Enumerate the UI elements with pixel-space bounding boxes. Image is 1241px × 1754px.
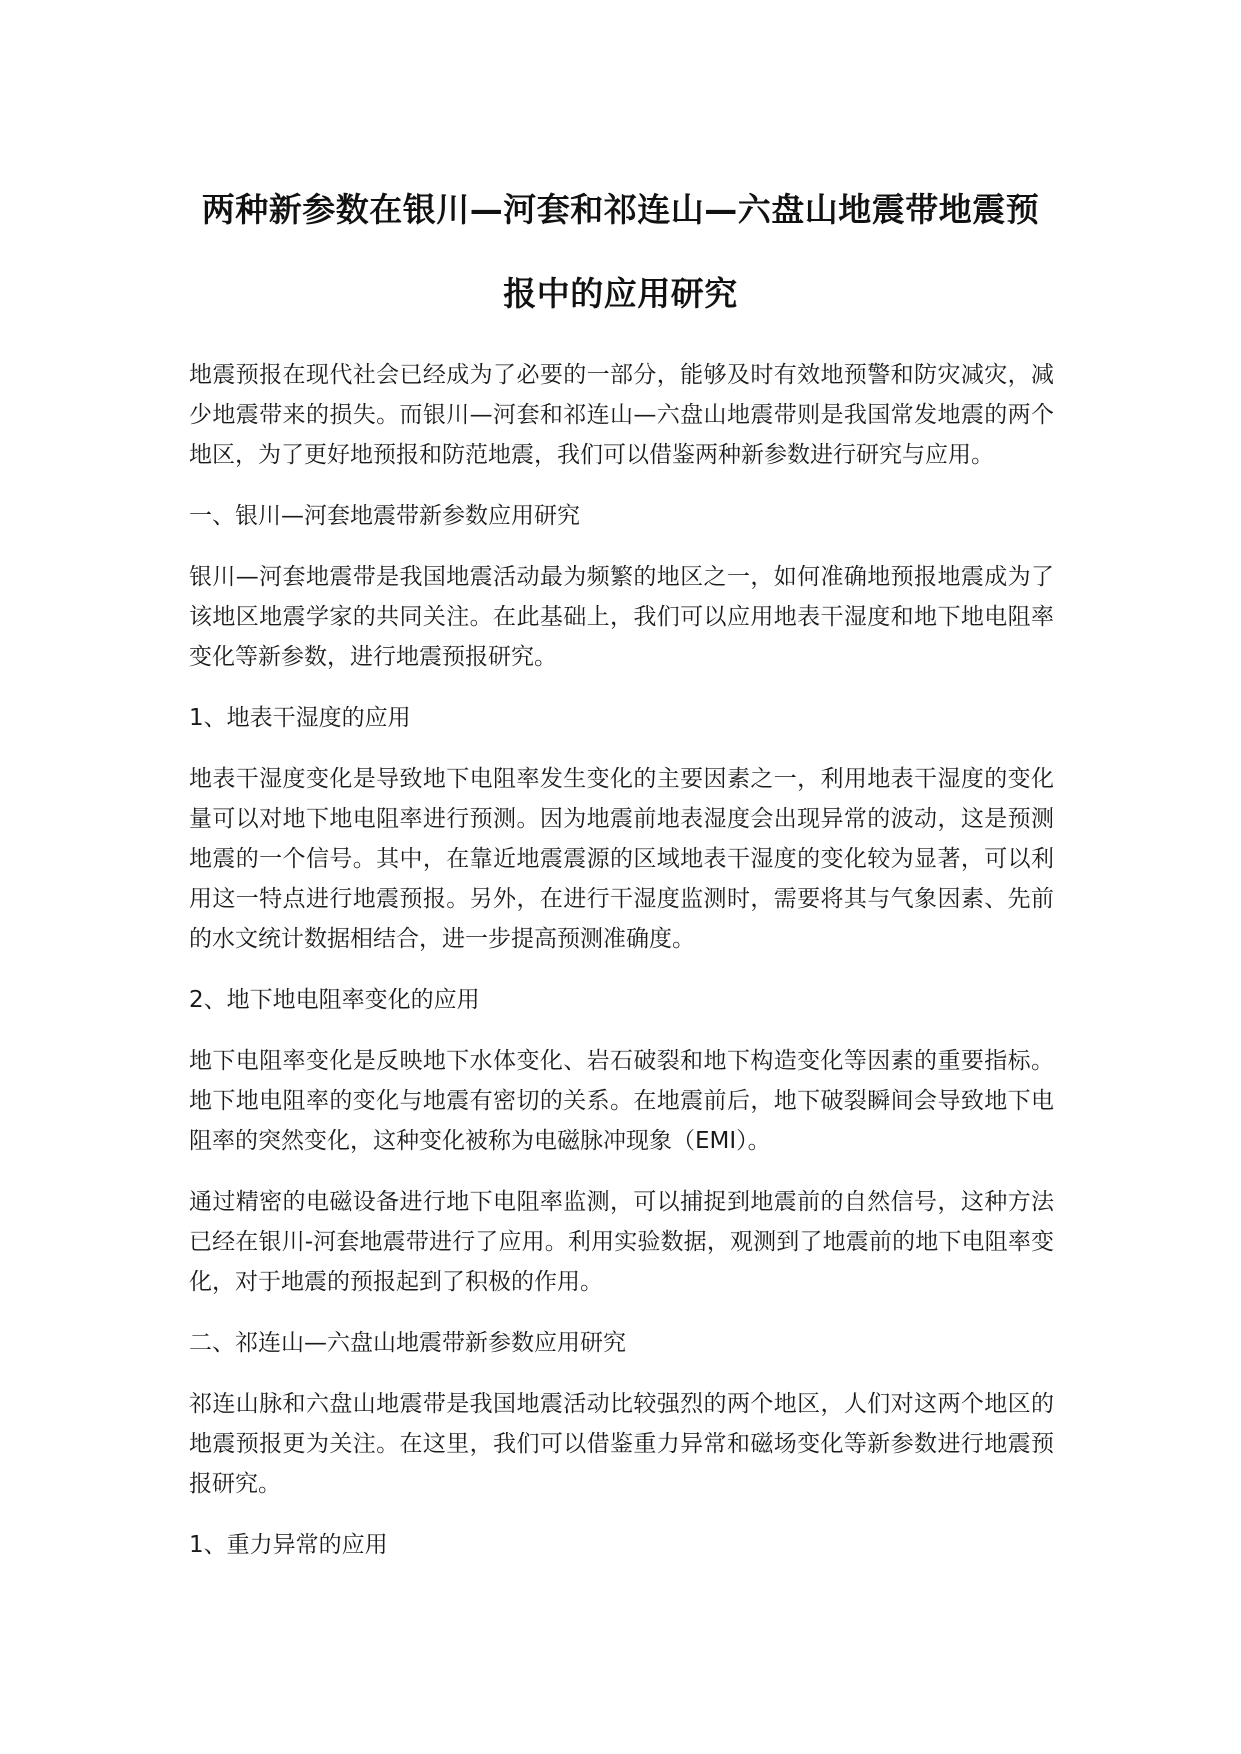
title-line-2: 报中的应用研究 — [503, 274, 738, 313]
document-title — [150, 168, 1091, 336]
subsection-1-2-heading: 2、地下地电阻率变化的应用 — [189, 987, 480, 1013]
subsection-1-1-text: 地表干湿度变化是导致地下电阻率发生变化的主要因素之一，利用地表干湿度的变化量可以对地下地电阻率进行预测。因为地震前地表湿度会出现异常的波动，这是预测地震的一个信号。其中，在靠近地震震源的区域地表干湿度的变化较为显著，可以利用这一特点进行地震预报。另外，在进行干湿度监测时，需要将其与气象因素、先前的水文统计数据相结合，进一步提高预测准确度。 — [189, 766, 1054, 952]
document-body — [189, 355, 1054, 1586]
section-2-intro: 祁连山脉和六盘山地震带是我国地震活动比较强烈的两个地区，人们对这两个地区的地震预报更为关注。在这里，我们可以借鉴重力异常和磁场变化等新参数进行地震预报研究。 — [189, 1391, 1054, 1497]
title-line-1: 两种新参数在银川—河套和祁连山—六盘山地震带地震预 — [201, 190, 1040, 229]
section-1-heading: 一、银川—河套地震带新参数应用研究 — [189, 503, 580, 529]
subsection-1-1-heading: 1、地表干湿度的应用 — [189, 705, 411, 731]
section-1-intro: 银川—河套地震带是我国地震活动最为频繁的地区之一，如何准确地预报地震成为了该地区地震学家的共同关注。在此基础上，我们可以应用地表干湿度和地下地电阻率变化等新参数，进行地震预报研究。 — [189, 564, 1054, 670]
subsection-2-1-heading: 1、重力异常的应用 — [189, 1532, 388, 1558]
subsection-1-2-text-2: 通过精密的电磁设备进行地下电阻率监测，可以捕捉到地震前的自然信号，这种方法已经在银川-河套地震带进行了应用。利用实验数据，观测到了地震前的地下电阻率变化，对于地震的预报起到了积极的作用。 — [189, 1189, 1054, 1295]
intro-paragraph: 地震预报在现代社会已经成为了必要的一部分，能够及时有效地预警和防灾减灾，减少地震带来的损失。而银川—河套和祁连山—六盘山地震带则是我国常发地震的两个地区，为了更好地预报和防范地震，我们可以借鉴两种新参数进行研究与应用。 — [189, 362, 1054, 468]
subsection-1-2-text-1: 地下电阻率变化是反映地下水体变化、岩石破裂和地下构造变化等因素的重要指标。地下地电阻率的变化与地震有密切的关系。在地震前后，地下破裂瞬间会导致地下电阻率的突然变化，这种变化被称为电磁脉冲现象（EMI）。 — [189, 1048, 1054, 1154]
section-2-heading: 二、祁连山—六盘山地震带新参数应用研究 — [189, 1330, 626, 1356]
